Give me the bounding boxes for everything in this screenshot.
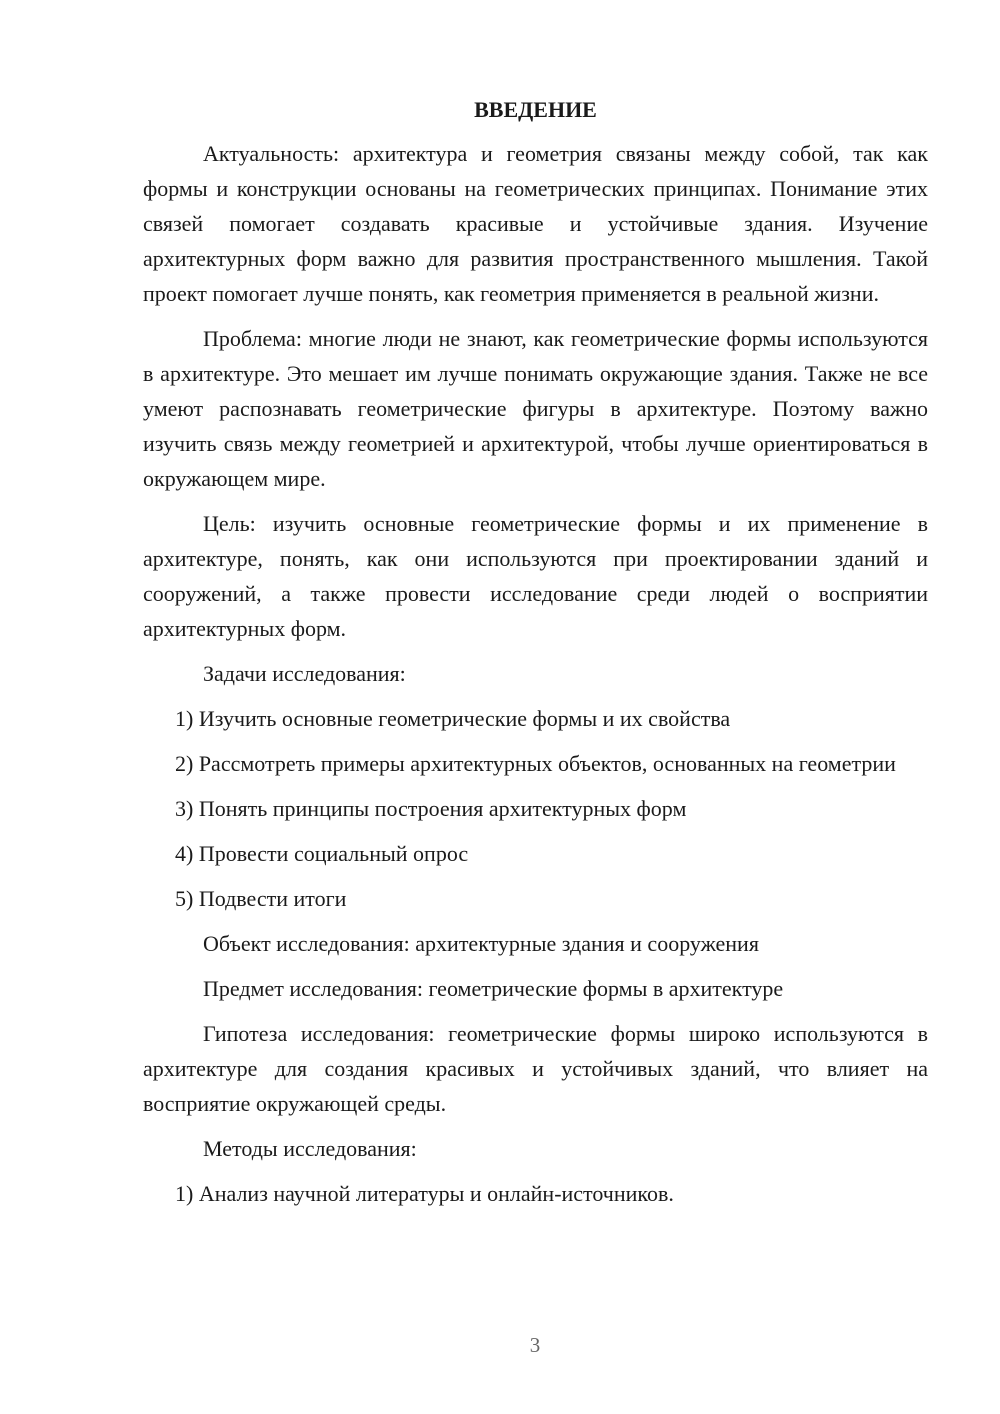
page-title: ВВЕДЕНИЕ: [474, 97, 597, 122]
task-item-5: 5) Подвести итоги: [175, 886, 347, 911]
tasks-heading: Задачи исследования:: [203, 661, 406, 686]
document-page: [143, 92, 928, 1221]
goal-paragraph: Цель: изучить основные геометрические формы и их применение в архитектуре, понять, как они используются при проектировании зданий и сооружений, а также провести исследование среди людей о восприятии архитектурных форм.: [143, 511, 928, 641]
method-item-1: 1) Анализ научной литературы и онлайн-источников.: [175, 1181, 674, 1206]
task-item-3: 3) Понять принципы построения архитектурных форм: [175, 796, 687, 821]
task-item-1: 1) Изучить основные геометрические формы и их свойства: [175, 706, 731, 731]
relevance-paragraph: Актуальность: архитектура и геометрия связаны между собой, так как формы и конструкции основаны на геометрических принципах. Понимание этих связей помогает создавать красивые и устойчивые здания. Изучение архитектурных форм важно для развития пространственного мышления. Такой проект помогает лучше понять, как геометрия применяется в реальной жизни.: [143, 141, 928, 306]
task-item-4: 4) Провести социальный опрос: [175, 841, 469, 866]
methods-heading: Методы исследования:: [203, 1136, 417, 1161]
hypothesis-paragraph: Гипотеза исследования: геометрические формы широко используются в архитектуре для создания красивых и устойчивых зданий, что влияет на восприятие окружающей среды.: [143, 1021, 928, 1116]
task-item-2: 2) Рассмотреть примеры архитектурных объектов, основанных на геометрии: [175, 751, 896, 776]
page-number: 3: [529, 1333, 541, 1357]
object-paragraph: Объект исследования: архитектурные здания и сооружения: [203, 931, 759, 956]
problem-paragraph: Проблема: многие люди не знают, как геометрические формы используются в архитектуре. Это мешает им лучше понимать окружающие здания. Также не все умеют распознавать геометрические фигуры в архитектуре. Поэтому важно изучить связь между геометрией и архитектурой, чтобы лучше ориентироваться в окружающем мире.: [143, 326, 928, 491]
subject-paragraph: Предмет исследования: геометрические формы в архитектуре: [203, 976, 784, 1001]
